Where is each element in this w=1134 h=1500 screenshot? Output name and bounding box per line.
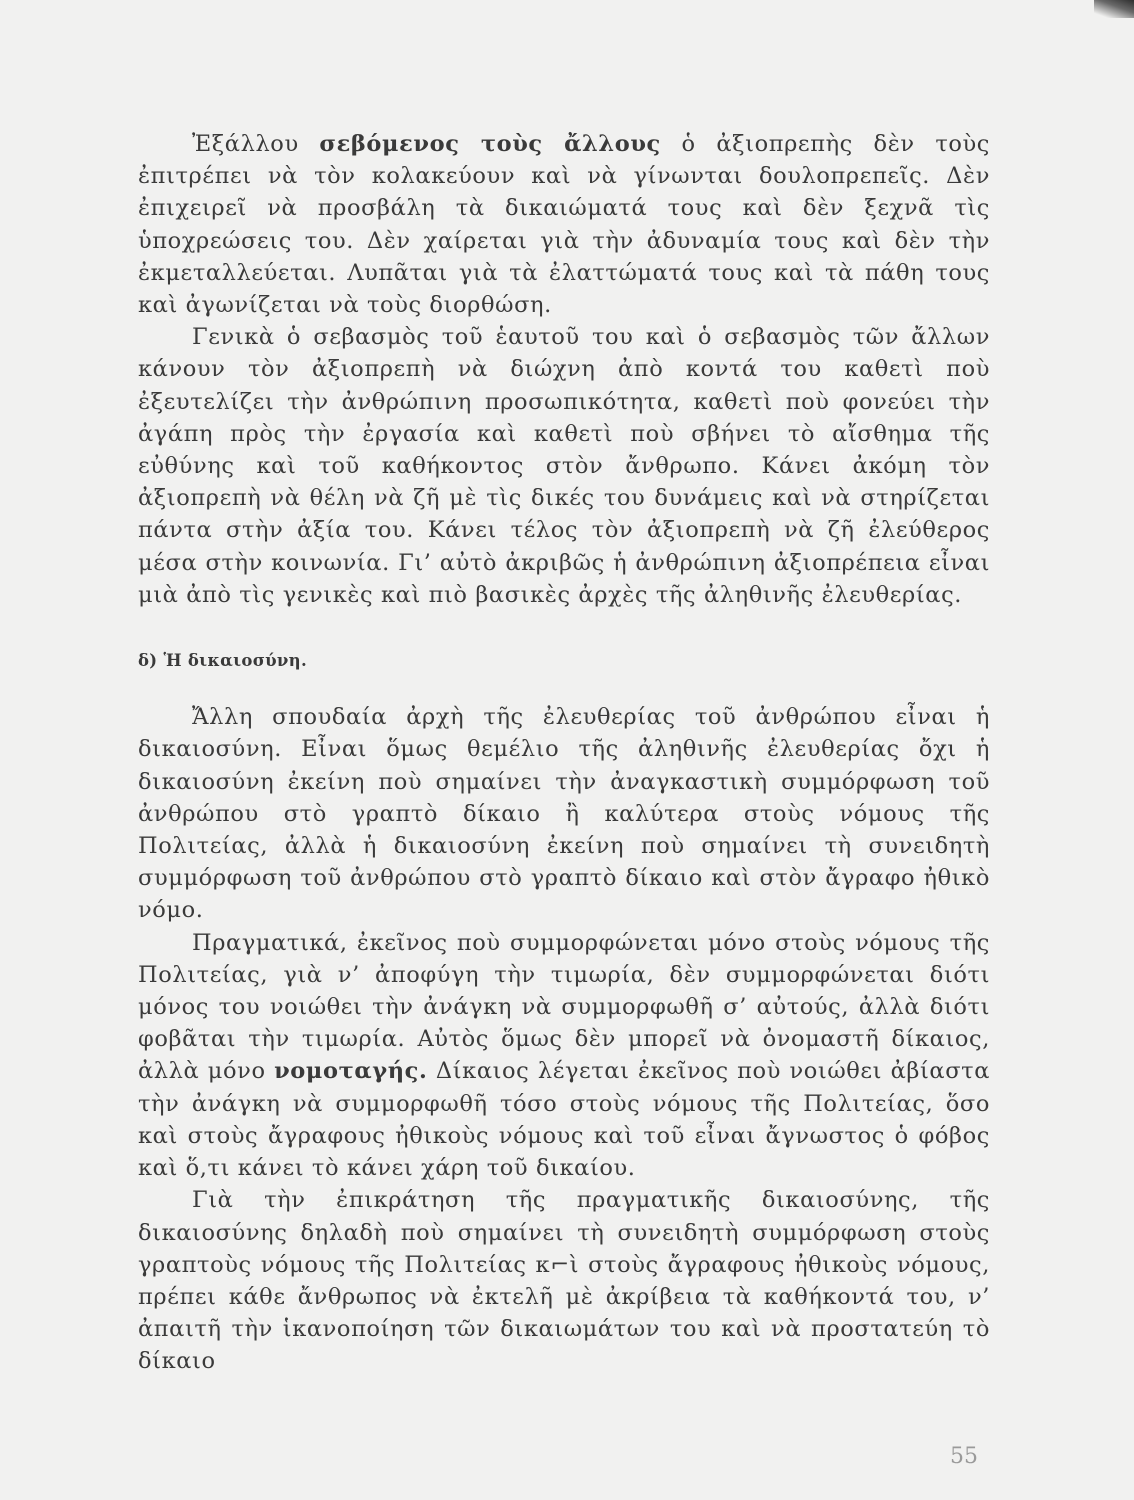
paragraph-text: Πραγματικά, ἐκεῖνος ποὺ συμμορφώνεται μόνο στοὺς νόμους τῆς Πολιτείας, γιὰ ν’ ἀποφύγη τὴν τιμωρία, δὲν συμμορφώνεται διότι μόνος του νοιώθει τὴν ἀνάγκη νὰ συμμορφωθῆ σ’ αὐτούς, ἀλλὰ διότι φοβᾶται τὴν τιμωρία. Αὐτὸς ὅμως δὲν μπορεῖ νὰ ὀνομαστῆ δίκαιος, ἀλλὰ μόνο xyxy=(138,929,990,1085)
paragraph-text: ὁ ἀξιοπρεπὴς δὲν τοὺς ἐπιτρέπει νὰ τὸν κολακεύουν καὶ νὰ γίνωνται δουλοπρεπεῖς. Δὲν ἐπιχειρεῖ νὰ προσβάλη τὰ δικαιώματά τους καὶ δὲν ξεχνᾶ τὶς ὑποχρεώσεις του. Δὲν χαίρεται γιὰ τὴν ἀδυναμία τους καὶ δὲν τὴν ἐκμεταλλεύεται. Λυπᾶται γιὰ τὰ ἐλαττώματά τους καὶ τὰ πάθη τους καὶ ἀγωνίζεται νὰ τοὺς διορθώση. xyxy=(138,131,990,319)
paragraph-general: Γενικὰ ὁ σεβασμὸς τοῦ ἑαυτοῦ του καὶ ὁ σεβασμὸς τῶν ἄλλων κάνουν τὸν ἀξιοπρεπὴ νὰ διώχνη ἀπὸ κοντά του καθετὶ ποὺ ἐξευτελίζει τὴν ἀνθρώπινη προσωπικότητα, καθετὶ ποὺ φονεύει τὴν ἀγάπη πρὸς τὴν ἐργασία καὶ καθετὶ ποὺ σβήνει τὸ αἴσθημα τῆς εὐθύνης καὶ τοῦ καθήκοντος στὸν ἄνθρωπο. Κάνει ἀκόμη τὸν ἀξιοπρεπὴ νὰ θέλη νὰ ζῆ μὲ τὶς δικές του δυνάμεις καὶ νὰ στηρίζεται πάντα στὴν ἀξία του. Κάνει τέλος τὸν ἀξιοπρεπὴ νὰ ζῆ ἐλεύθερος μέσα στὴν κοινωνία. Γι’ αὐτὸ ἀκριβῶς ἡ ἀνθρώπινη ἀξιοπρέπεια εἶναι μιὰ ἀπὸ τὶς γενικὲς καὶ πιὸ βασικὲς ἀρχὲς τῆς ἀληθινῆς ἐλευθερίας. xyxy=(138,324,990,608)
page-body xyxy=(138,128,990,1378)
bold-term: σεβόμενος τοὺς ἄλλους xyxy=(319,131,661,157)
section-heading: δ) Ἡ δικαιοσύνη. xyxy=(138,651,308,671)
bold-term: νομοταγής. xyxy=(274,1058,428,1085)
paragraph-true-justice: Γιὰ τὴν ἐπικράτηση τῆς πραγματικῆς δικαιοσύνης, τῆς δικαιοσύνης δηλαδὴ ποὺ σημαίνει τὴ συνειδητὴ συμμόρφωση στοὺς γραπτοὺς νόμους τῆς Πολιτείας κ⌐ὶ στοὺς ἄγραφους ἠθικοὺς νόμους, πρέπει κάθε ἄνθρωπος νὰ ἐκτελῆ μὲ ἀκρίβεια τὰ καθήκοντά του, ν’ ἀπαιτῆ τὴν ἱκανοποίηση τῶν δικαιωμάτων του καὶ νὰ προστατεύη τὸ δίκαιο xyxy=(138,1187,990,1375)
paragraph-law-abiding xyxy=(138,927,990,1185)
paragraph-text: Ἐξάλλου xyxy=(192,131,320,157)
scan-corner-shadow xyxy=(1094,0,1134,18)
page-number: 55 xyxy=(950,1444,978,1469)
paragraph-justice-intro: Ἄλλη σπουδαία ἀρχὴ τῆς ἐλευθερίας τοῦ ἀνθρώπου εἶναι ἡ δικαιοσύνη. Εἶναι ὅμως θεμέλιο τῆς ἀληθινῆς ἐλευθερίας ὄχι ἡ δικαιοσύνη ἐκείνη ποὺ σημαίνει τὴν ἀναγκαστικὴ συμμόρφωση τοῦ ἀνθρώπου στὸ γραπτὸ δίκαιο ἢ καλύτερα στοὺς νόμους τῆς Πολιτείας, ἀλλὰ ἡ δικαιοσύνη ἐκείνη ποὺ σημαίνει τὴ συνειδητὴ συμμόρφωση τοῦ ἀνθρώπου στὸ γραπτὸ δίκαιο καὶ στὸν ἄγραφο ἠθικὸ νόμο. xyxy=(138,704,990,924)
paragraph-respect-others xyxy=(138,128,990,321)
paragraph-text: Δίκαιος λέγεται ἐκεῖνος ποὺ νοιώθει ἀβίαστα τὴν ἀνάγκη νὰ συμμορφωθῆ τόσο στοὺς νόμους τῆς Πολιτείας, ὅσο καὶ στοὺς ἄγραφους ἠθικοὺς νόμους καὶ τοῦ εἶναι ἄγνωστος ὁ φόβος καὶ ὅ,τι κάνει τὸ κάνει χάρη τοῦ δικαίου. xyxy=(138,1058,991,1182)
